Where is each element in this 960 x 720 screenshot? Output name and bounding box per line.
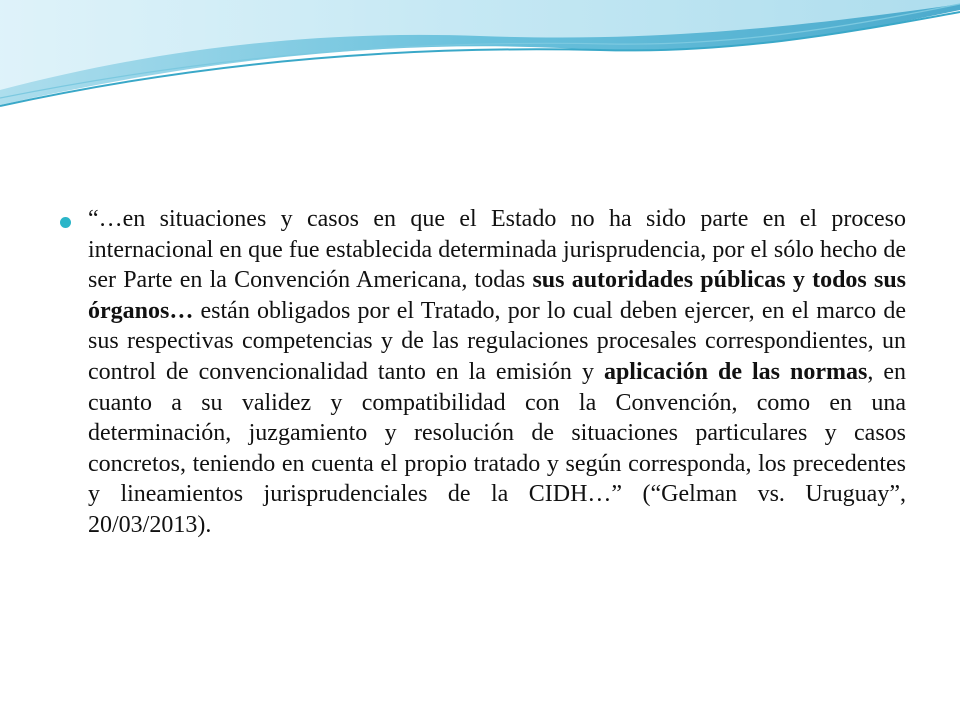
- quote-text-part-3: están obligados por el Tratado, por lo cual deben ejercer, en el marco de sus respectivas competencias y de las regulaciones procesales correspondientes, un control de convencionalidad tanto en la emisión y: [88, 297, 906, 385]
- quote-text-part-5: , en cuanto a su validez y compatibilidad con la Convención, como en una determinación, juzgamiento y resolución de situaciones particulares y casos concretos, teniendo en cuenta el propio tratado y según corresponda, los precedentes y lineamientos jurisprudenciales de la CIDH…” (“Gelman vs. Uruguay”, 20/03/2013).: [88, 358, 907, 538]
- bullet-point-icon: [60, 217, 71, 228]
- quote-text-part-1: “…en situaciones y casos en que el Estado no ha sido parte en el proceso internacional en que fue establecida determinada jurisprudencia, por el sólo hecho de ser Parte en la Convención Americana, todas: [88, 206, 906, 294]
- bullet-content: [60, 204, 906, 541]
- quote-bold-authorities: sus autoridades públicas y todos sus órganos…: [88, 267, 907, 324]
- header-wave-decoration: [0, 0, 960, 120]
- quote-paragraph: [88, 204, 906, 541]
- quote-bold-application: aplicación de las normas: [603, 358, 868, 385]
